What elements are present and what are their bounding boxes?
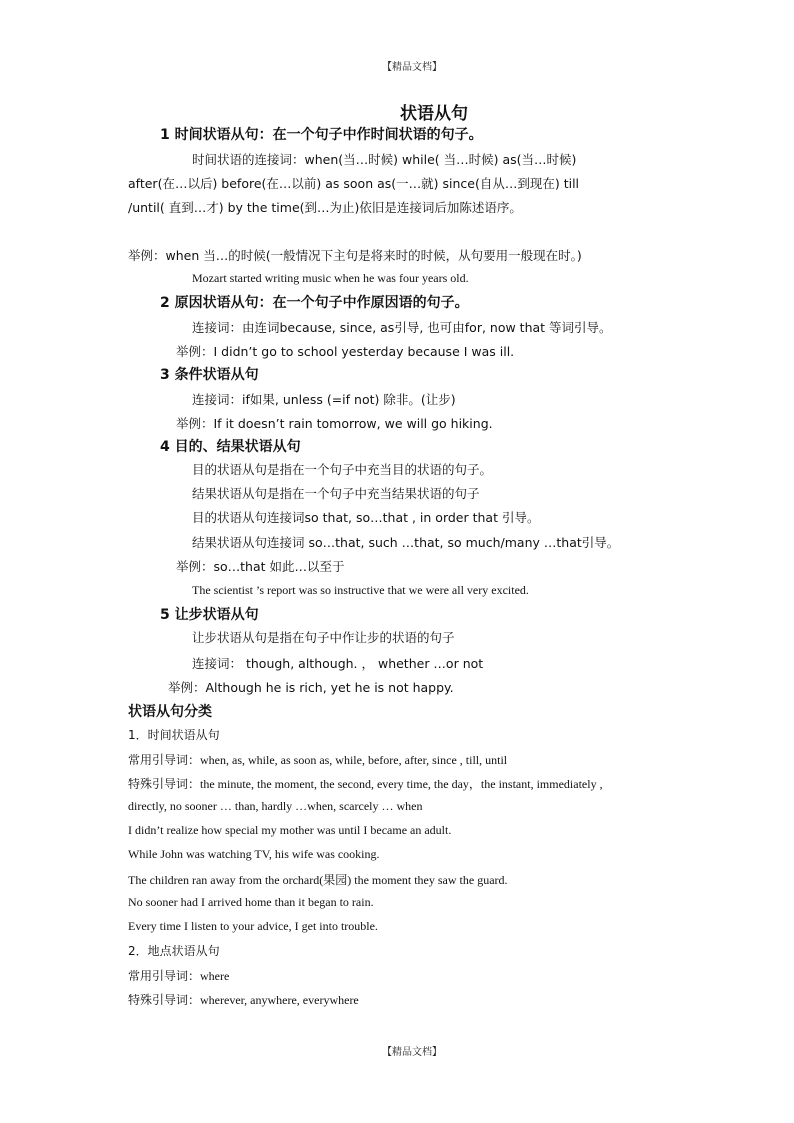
classification-special-1b: directly, no sooner … than, hardly …when, scarcely … when bbox=[128, 799, 423, 813]
classification-example-4: No sooner had I arrived home than it began to rain. bbox=[128, 895, 374, 909]
section-2-example: 举例：I didn’t go to school yesterday because I was ill. bbox=[176, 344, 515, 359]
section-3-line-1: 连接词：if如果, unless (=if not) 除非。(让步) bbox=[192, 392, 456, 407]
classification-special-1a: 特殊引导词：the minute, the moment, the second, every time, the day，the instant, immediately , bbox=[128, 777, 603, 791]
section-5-line-2: 连接词： though, although. ， whether …or not bbox=[192, 656, 484, 671]
section-4-line-4: 结果状语从句连接词 so…that, such …that, so much/many …that引导。 bbox=[192, 535, 620, 550]
classification-example-3: The children ran away from the orchard(果园) the moment they saw the guard. bbox=[128, 873, 508, 887]
section-4-line-3: 目的状语从句连接词so that, so…that , in order that 引导。 bbox=[192, 510, 540, 525]
classification-common-1: 常用引导词：when, as, while, as soon as, while, before, after, since , till, until bbox=[128, 753, 508, 767]
classification-special-2: 特殊引导词：wherever, anywhere, everywhere bbox=[128, 993, 359, 1007]
section-1-line-1: 时间状语的连接词：when(当…时候) while( 当…时候) as(当…时候) bbox=[192, 152, 577, 167]
section-4-example-label: 举例：so…that 如此…以至于 bbox=[176, 559, 345, 574]
classification-sub-2: 2．地点状语从句 bbox=[128, 944, 220, 958]
section-1-heading: 1 时间状语从句：在一个句子中作时间状语的句子。 bbox=[160, 127, 483, 143]
classification-example-1: I didn’t realize how special my mother was until I became an adult. bbox=[128, 823, 452, 837]
classification-example-2: While John was watching TV, his wife was cooking. bbox=[128, 847, 380, 861]
section-5-example: 举例：Although he is rich, yet he is not happy. bbox=[168, 680, 454, 695]
section-1-example-label: 举例：when 当…的时候(一般情况下主句是将来时的时候，从句要用一般现在时。) bbox=[128, 248, 582, 263]
section-2-heading: 2 原因状语从句：在一个句子中作原因语的句子。 bbox=[160, 295, 469, 311]
section-4-heading: 4 目的、结果状语从句 bbox=[160, 439, 301, 455]
page-header: 【精品文档】 bbox=[382, 62, 442, 73]
classification-heading: 状语从句分类 bbox=[128, 704, 212, 720]
section-2-line-1: 连接词：由连词because, since, as引导, 也可由for, now that 等词引导。 bbox=[192, 320, 612, 335]
section-5-heading: 5 让步状语从句 bbox=[160, 607, 259, 623]
section-4-line-2: 结果状语从句是指在一个句子中充当结果状语的句子 bbox=[192, 486, 480, 501]
page-footer: 【精品文档】 bbox=[382, 1047, 442, 1058]
classification-sub-1: 1．时间状语从句 bbox=[128, 728, 220, 742]
section-3-example: 举例：If it doesn’t rain tomorrow, we will go hiking. bbox=[176, 416, 493, 431]
classification-example-5: Every time I listen to your advice, I get into trouble. bbox=[128, 919, 378, 933]
section-5-line-1: 让步状语从句是指在句子中作让步的状语的句子 bbox=[192, 630, 455, 645]
section-4-example: The scientist ’s report was so instructive that we were all very excited. bbox=[192, 583, 529, 597]
section-3-heading: 3 条件状语从句 bbox=[160, 367, 259, 383]
page-title: 状语从句 bbox=[400, 104, 468, 124]
section-1-example: Mozart started writing music when he was four years old. bbox=[192, 271, 469, 285]
classification-common-2: 常用引导词：where bbox=[128, 969, 230, 983]
section-1-line-2: after(在…以后) before(在…以前) as soon as(一…就) since(自从…到现在) till bbox=[128, 176, 580, 191]
section-1-line-3: /until( 直到…才) by the time(到…为止)依旧是连接词后加陈述语序。 bbox=[128, 200, 522, 215]
section-4-line-1: 目的状语从句是指在一个句子中充当目的状语的句子。 bbox=[192, 462, 493, 477]
